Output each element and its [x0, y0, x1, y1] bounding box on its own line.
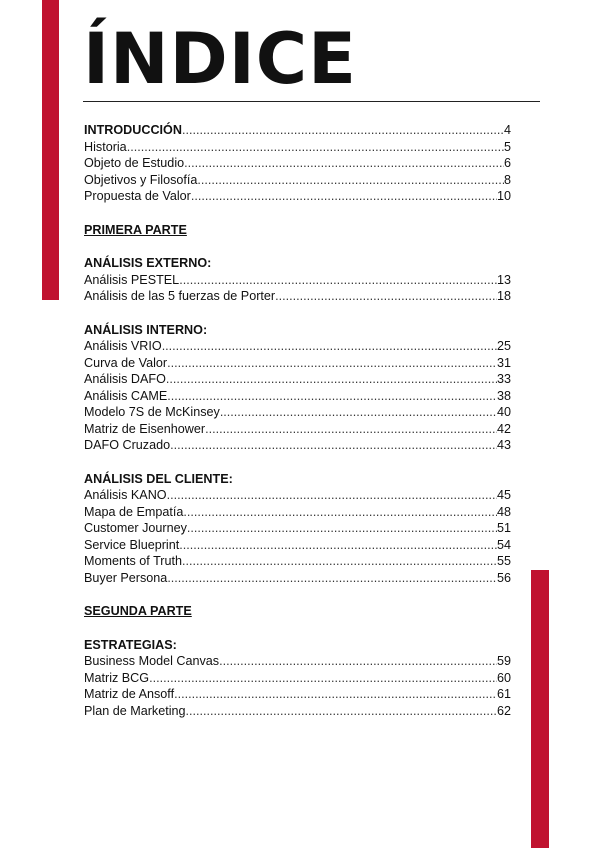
toc-entry-page-number: 60 — [496, 670, 511, 685]
toc-entry-page-number: 51 — [496, 521, 511, 535]
left-accent-bar — [42, 0, 59, 300]
toc-entry-page-number: 5 — [503, 139, 511, 154]
toc-entry-label: Análisis de las 5 fuerzas de Porter — [84, 289, 276, 303]
dot-leader — [167, 355, 497, 372]
toc-entry[interactable] — [84, 504, 511, 521]
dot-leader — [170, 437, 497, 454]
dot-leader — [205, 421, 497, 438]
dot-leader — [191, 188, 497, 205]
toc-entry-page-number: 40 — [496, 405, 511, 419]
toc-entry-label: Matriz de Eisenhower — [84, 421, 206, 436]
page-title: ÍNDICE — [83, 18, 357, 100]
section-heading: ANÁLISIS INTERNO: — [84, 322, 208, 337]
section-heading: ANÁLISIS DEL CLIENTE: — [84, 471, 233, 486]
toc-entry[interactable] — [84, 355, 511, 372]
toc-entry-label: Curva de Valor — [84, 355, 168, 370]
section-heading: ANÁLISIS EXTERNO: — [84, 256, 212, 270]
toc-entry-page-number: 45 — [496, 488, 511, 502]
toc-entry-label: Matriz BCG — [84, 670, 150, 685]
table-of-contents — [84, 122, 511, 736]
toc-entry-label: Mapa de Empatía — [84, 504, 184, 519]
toc-entry[interactable] — [84, 172, 511, 189]
dot-leader — [127, 139, 504, 156]
toc-entry[interactable] — [84, 703, 511, 720]
dot-leader — [149, 670, 497, 687]
toc-entry-label: Matriz de Ansoff — [84, 687, 175, 701]
toc-entry-page-number: 10 — [496, 189, 511, 203]
dot-leader — [183, 504, 497, 521]
toc-entry[interactable] — [84, 122, 511, 139]
toc-entry-label: Propuesta de Valor — [84, 189, 191, 203]
toc-entry-page-number: 4 — [503, 123, 511, 137]
toc-entry-page-number: 56 — [496, 570, 511, 585]
toc-entry-label: Service Blueprint — [84, 537, 180, 552]
toc-entry-label: Análisis VRIO — [84, 339, 162, 353]
toc-entry[interactable] — [84, 338, 511, 355]
toc-entry-page-number: 38 — [496, 388, 511, 403]
toc-section-analisis-interno — [84, 322, 511, 454]
toc-entry-label: Moments of Truth — [84, 554, 182, 568]
dot-leader — [197, 172, 504, 189]
toc-entry-label: Buyer Persona — [84, 570, 168, 585]
dot-leader — [219, 653, 497, 670]
dot-leader — [182, 553, 497, 570]
dot-leader — [220, 404, 497, 421]
toc-entry-label: INTRODUCCIÓN — [84, 123, 182, 137]
toc-entry[interactable] — [84, 437, 511, 454]
dot-leader — [166, 371, 497, 388]
toc-entry-label: Análisis DAFO — [84, 372, 166, 386]
section-heading: ESTRATEGIAS: — [84, 637, 177, 652]
dot-leader — [187, 520, 497, 537]
toc-entry-page-number: 54 — [496, 537, 511, 552]
toc-entry-label: Objeto de Estudio — [84, 156, 185, 170]
dot-leader — [179, 272, 497, 289]
toc-entry-page-number: 62 — [496, 703, 511, 718]
toc-entry-page-number: 55 — [496, 554, 511, 568]
toc-entry-page-number: 6 — [503, 156, 511, 170]
section-heading: PRIMERA PARTE — [84, 222, 187, 237]
toc-entry-page-number: 61 — [496, 687, 511, 701]
dot-leader — [167, 570, 497, 587]
toc-entry-page-number: 8 — [503, 172, 511, 187]
toc-entry[interactable] — [84, 371, 511, 388]
toc-entry[interactable] — [84, 272, 511, 289]
toc-entry[interactable] — [84, 520, 511, 537]
right-accent-bar — [531, 570, 549, 848]
toc-entry-page-number: 31 — [496, 355, 511, 370]
toc-entry-label: Customer Journey — [84, 521, 187, 535]
toc-entry[interactable] — [84, 139, 511, 156]
toc-entry[interactable] — [84, 388, 511, 405]
dot-leader — [275, 288, 497, 305]
toc-entry-page-number: 59 — [496, 654, 511, 668]
toc-entry[interactable] — [84, 288, 511, 305]
toc-section-segunda-parte — [84, 603, 511, 620]
toc-section-primera-parte — [84, 222, 511, 239]
toc-entry[interactable] — [84, 487, 511, 504]
toc-entry-page-number: 18 — [496, 289, 511, 303]
toc-entry[interactable] — [84, 188, 511, 205]
toc-entry-page-number: 33 — [496, 372, 511, 386]
dot-leader — [179, 537, 497, 554]
toc-entry-label: Business Model Canvas — [84, 654, 220, 668]
toc-entry-label: Objetivos y Filosofía — [84, 172, 198, 187]
toc-entry-label: Plan de Marketing — [84, 703, 186, 718]
toc-entry-page-number: 43 — [496, 438, 511, 452]
toc-section-intro — [84, 122, 511, 205]
toc-entry-page-number: 42 — [496, 421, 511, 436]
toc-section-estrategias — [84, 637, 511, 720]
dot-leader — [167, 487, 497, 504]
toc-section-analisis-cliente — [84, 471, 511, 587]
toc-entry-page-number: 25 — [496, 339, 511, 353]
dot-leader — [162, 338, 497, 355]
section-heading: SEGUNDA PARTE — [84, 604, 192, 618]
toc-entry[interactable] — [84, 553, 511, 570]
toc-entry-label: DAFO Cruzado — [84, 438, 171, 452]
toc-entry[interactable] — [84, 404, 511, 421]
toc-entry[interactable] — [84, 155, 511, 172]
toc-entry[interactable] — [84, 686, 511, 703]
dot-leader — [174, 686, 497, 703]
toc-entry[interactable] — [84, 670, 511, 687]
dot-leader — [182, 122, 504, 139]
toc-section-analisis-externo — [84, 255, 511, 305]
toc-entry-page-number: 48 — [496, 504, 511, 519]
toc-entry-label: Análisis KANO — [84, 488, 167, 502]
dot-leader — [186, 703, 497, 720]
title-divider — [83, 101, 540, 102]
toc-entry[interactable] — [84, 421, 511, 438]
toc-entry-label: Análisis CAME — [84, 388, 168, 403]
toc-entry-label: Historia — [84, 139, 127, 154]
toc-entry[interactable] — [84, 570, 511, 587]
toc-entry-page-number: 13 — [496, 272, 511, 287]
dot-leader — [184, 155, 504, 172]
toc-entry-label: Modelo 7S de McKinsey — [84, 405, 220, 419]
dot-leader — [167, 388, 497, 405]
toc-entry-label: Análisis PESTEL — [84, 272, 180, 287]
toc-entry[interactable] — [84, 653, 511, 670]
toc-entry[interactable] — [84, 537, 511, 554]
